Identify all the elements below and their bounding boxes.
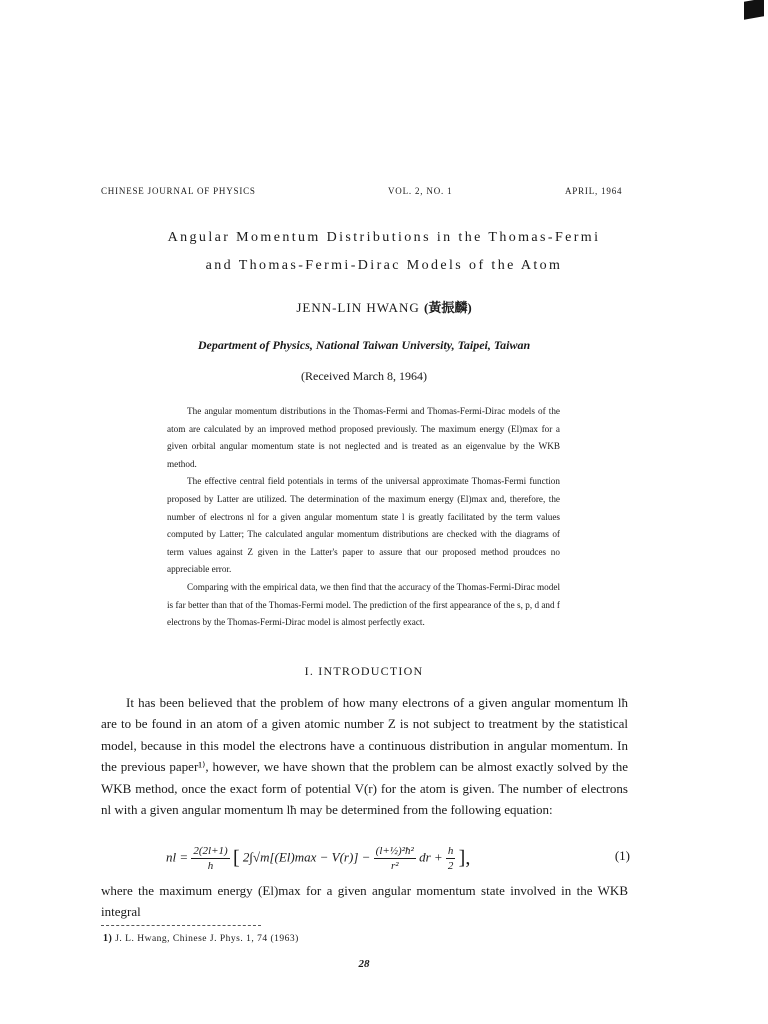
equation-fraction-prefactor [191,844,229,873]
equation-centrifugal-denominator: r² [390,860,399,872]
equation-number: (1) [614,848,630,863]
equation-fraction-half [446,844,456,873]
equation-1 [160,838,630,878]
introduction-paragraph: It has been believed that the problem of how many electrons of a given angular momentum lħ are to be found in an atom of a given atomic number Z is not subject to treatment by the statistical model, because in this model the electrons have a continuous distribution in angular momentum. In the previous paper¹⁾, however, we have shown that the problem can be almost exactly solved by the WKB method, once the exact form of potential V(r) for the atom is given. The number of electrons nl with a given angular momentum lħ may be determined from the following equation: [101,695,628,818]
page-number: 28 [358,958,370,970]
equation-dr: dr + [419,849,443,865]
abstract-paragraph-1: The angular momentum distributions in the Thomas-Fermi and Thomas-Fermi-Dirac models of the atom are calculated by an improved method proposed previously. The maximum energy (El)max for a given orbital angular momentum state is not neglected and is treated as an eigenvalue by the WKB method. [167,406,560,469]
section-heading: I. INTRODUCTION [304,664,424,678]
post-equation-text [101,880,628,922]
equation-fraction-centrifugal [374,844,416,873]
affiliation: Department of Physics, National Taiwan University, Taipei, Taiwan [197,338,531,352]
equation-half-numerator: h [447,845,454,857]
paper-title-line-2: and Thomas-Fermi-Dirac Models of the Atom [205,258,563,273]
author-chinese-name: (黃振麟) [423,300,472,315]
footnote [103,933,299,944]
equation-body [166,844,470,873]
equation-half-denominator: 2 [447,860,454,872]
equation-centrifugal-numerator: (l+½)²ħ² [375,845,414,857]
corner-scan-mark [744,0,764,20]
abstract-paragraph-3: Comparing with the empirical data, we then find that the accuracy of the Thomas-Fermi-Dirac model is far better than that of the Thomas-Fermi model. The prediction of the first appearance of the s, p, d and f electrons by the Thomas-Fermi-Dirac model is almost perfectly exact. [167,581,560,628]
received-date: (Received March 8, 1964) [301,369,427,383]
author [0,297,768,316]
equation-lhs: nl = [166,849,189,865]
equation-close-bracket: ], [458,847,471,869]
footnote-marker: 1) [103,933,113,944]
footnote-rule [101,925,261,926]
equation-integrand: 2∫√m[(El)max − V(r)] − [242,849,371,865]
paper-title-line-1: Angular Momentum Distributions in the Thomas-Fermi [167,230,601,245]
equation-prefactor-denominator: h [207,860,214,872]
running-head-volume: VOL. 2, NO. 1 [388,186,453,196]
author-name: JENN-LIN HWANG [296,300,420,315]
introduction-body [101,692,628,820]
equation-prefactor-numerator: 2(2l+1) [193,845,228,857]
equation-open-bracket: [ [232,847,240,869]
abstract-paragraph-2: The effective central field potentials in terms of the universal approximate Thomas-Fermi function proposed by Latter are utilized. The determination of the maximum energy (El)max and, therefore, the number of electrons nl for a given angular momentum state l is greatly facilitated by the term values computed by Latter; The calculated angular momentum distributions are checked with the diagrams of term values against Z given in the Latter's paper to assure that our proposed method proudces no appreciable error. [167,476,560,575]
abstract [167,403,560,632]
running-head-date: APRIL, 1964 [565,186,623,196]
running-head-journal: CHINESE JOURNAL OF PHYSICS [101,186,256,196]
post-equation-paragraph: where the maximum energy (El)max for a given angular momentum state involved in the WKB integral [101,883,628,919]
footnote-text: J. L. Hwang, Chinese J. Phys. 1, 74 (1963) [115,934,299,944]
